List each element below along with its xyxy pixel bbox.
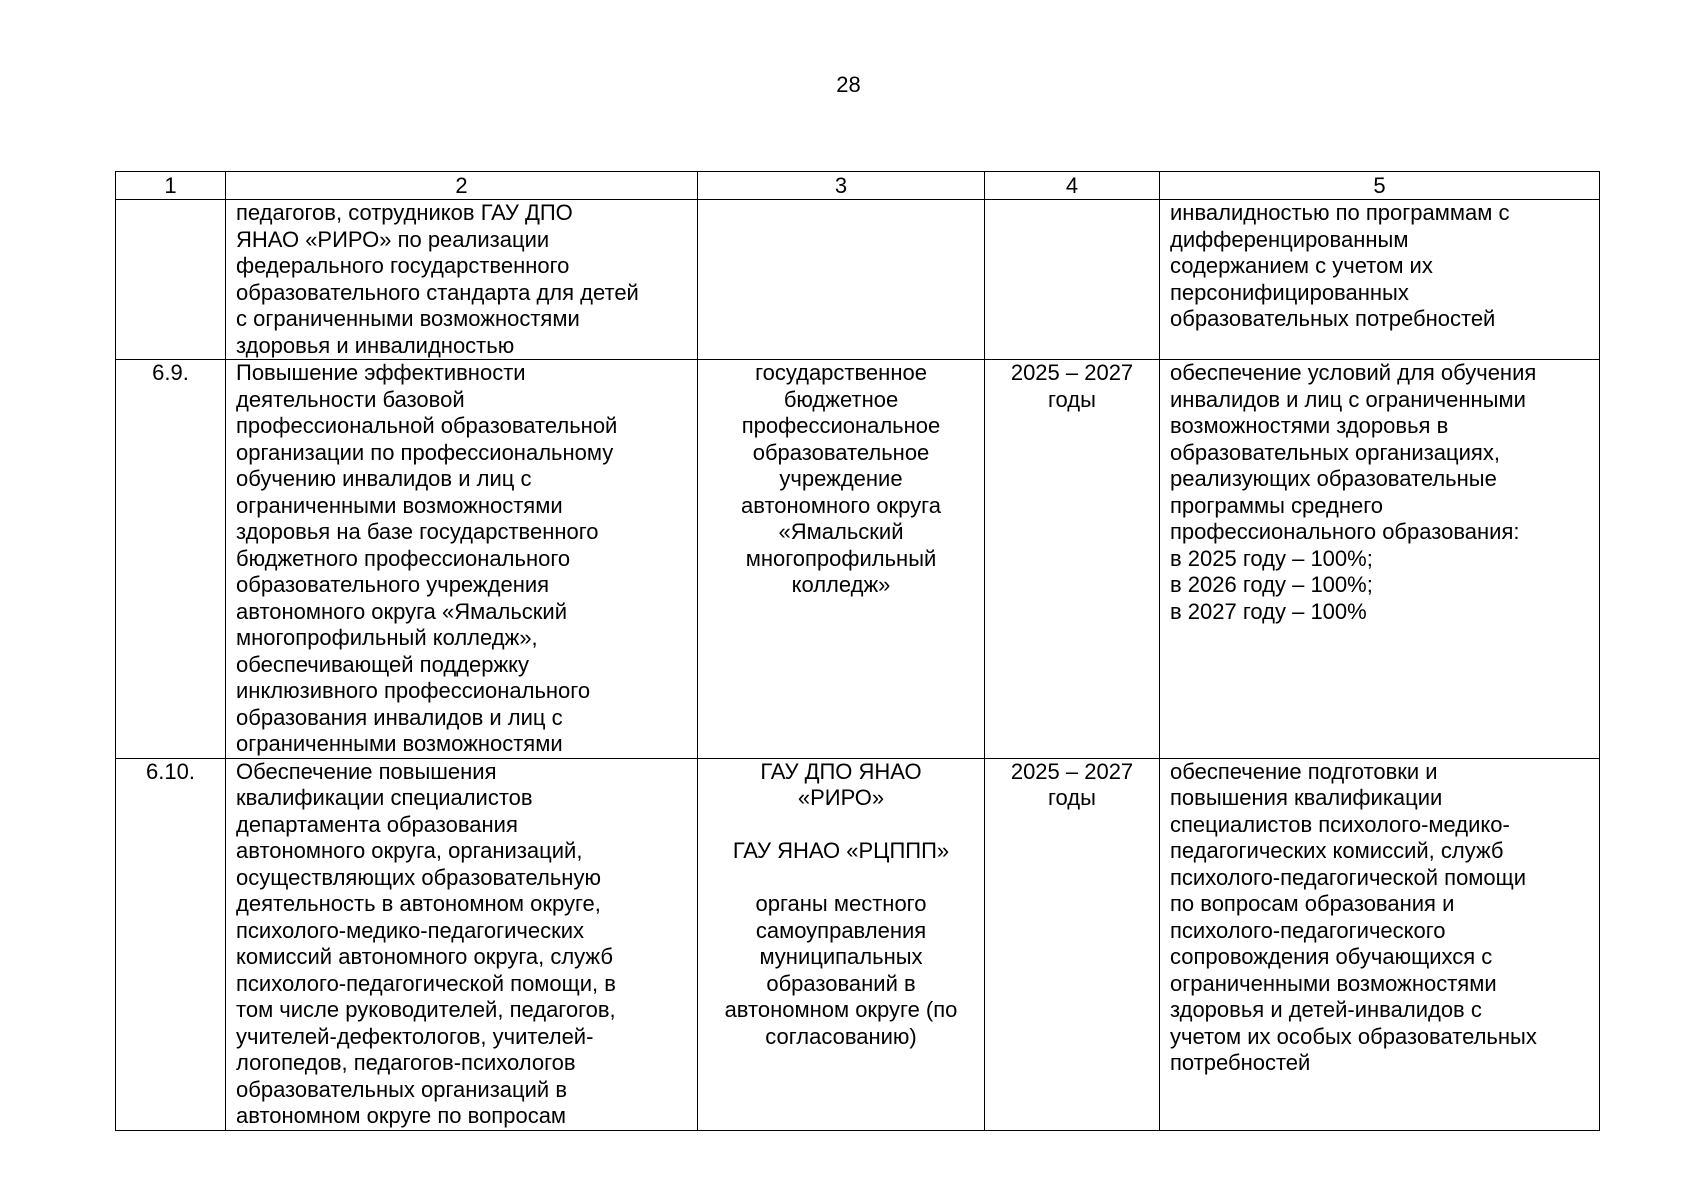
page-number: 28 — [836, 72, 861, 97]
cell-measure: Повышение эффективности деятельности базовой профессиональной образовательной организации по профессиональному обучению инвалидов и лиц с ограниченными возможностями здоровья на базе государственного бюджетного профессионального образовательного учреждения автономного округа «Ямальский многопрофильный колледж», обеспечивающей поддержку инклюзивного профессионального образования инвалидов и лиц с ограниченными возможностями — [226, 360, 698, 759]
header-col-5: 5 — [1160, 172, 1600, 200]
cell-executor — [698, 200, 985, 360]
cell-num — [116, 200, 226, 360]
table-row — [116, 200, 1600, 360]
cell-executor: государственное бюджетное профессиональное образовательное учреждение автономного округа «Ямальский многопрофильный колледж» — [698, 360, 985, 759]
cell-num: 6.9. — [116, 360, 226, 759]
header-col-4: 4 — [985, 172, 1160, 200]
cell-result: обеспечение подготовки и повышения квалификации специалистов психолого-медико- педагогических комиссий, служб психолого-педагогической помощи по вопросам образования и психолого-педагогического сопровождения обучающихся с ограниченными возможностями здоровья и детей-инвалидов с учетом их особых образовательных потребностей — [1160, 758, 1600, 1130]
cell-result: инвалидностью по программам с дифференцированным содержанием с учетом их персонифицированных образовательных потребностей — [1160, 200, 1600, 360]
cell-period: 2025 – 2027 годы — [985, 758, 1160, 1130]
cell-measure: педагогов, сотрудников ГАУ ДПО ЯНАО «РИРО» по реализации федерального государственного образовательного стандарта для детей с ограниченными возможностями здоровья и инвалидностью — [226, 200, 698, 360]
table-row — [116, 360, 1600, 759]
table-header-row — [116, 172, 1600, 200]
header-col-2: 2 — [226, 172, 698, 200]
table-row — [116, 758, 1600, 1130]
cell-num: 6.10. — [116, 758, 226, 1130]
measures-table — [115, 171, 1600, 1131]
header-col-3: 3 — [698, 172, 985, 200]
cell-measure: Обеспечение повышения квалификации специалистов департамента образования автономного округа, организаций, осуществляющих образовательную деятельность в автономном округе, психолого-медико-педагогических комиссий автономного округа, служб психолого-педагогической помощи, в том числе руководителей, педагогов, учителей-дефектологов, учителей- логопедов, педагогов-психологов образовательных организаций в автономном округе по вопросам — [226, 758, 698, 1130]
cell-period: 2025 – 2027 годы — [985, 360, 1160, 759]
cell-result: обеспечение условий для обучения инвалидов и лиц с ограниченными возможностями здоровья в образовательных организациях, реализующих образовательные программы среднего профессионального образования: в 2025 году – 100%; в 2026 году – 100%; в 2027 году – 100% — [1160, 360, 1600, 759]
cell-executor: ГАУ ДПО ЯНАО «РИРО» ГАУ ЯНАО «РЦППП» органы местного самоуправления муниципальных образований в автономном округе (по согласованию) — [698, 758, 985, 1130]
header-col-1: 1 — [116, 172, 226, 200]
cell-period — [985, 200, 1160, 360]
